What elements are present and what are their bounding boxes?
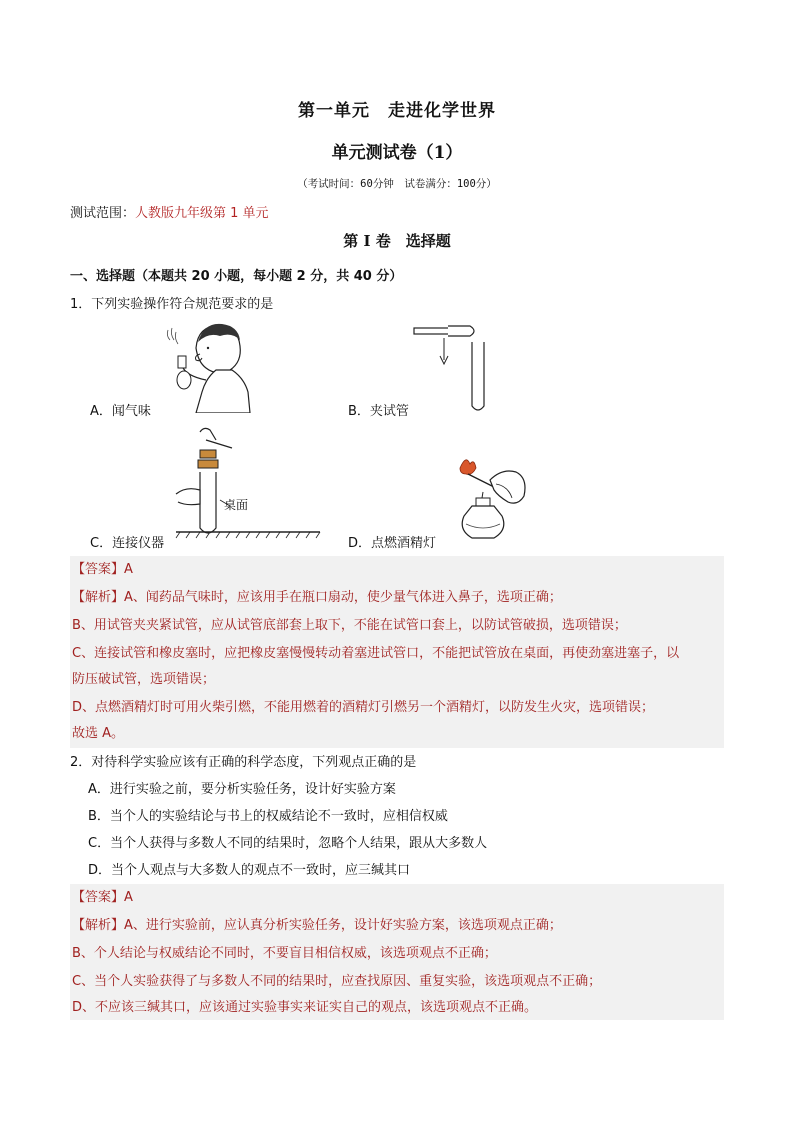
q1-analysis-line-5: D、点燃酒精灯时可用火柴引燃，不能用燃着的酒精灯引燃另一个酒精灯，以防发生火灾，选项错误； [72, 700, 655, 715]
q1-option-c: C．连接仪器 [90, 536, 165, 551]
q1-analysis-line-4: 防压破试管，选项错误； [72, 672, 216, 687]
scope-label: 测试范围： [70, 206, 136, 221]
q2-analysis-line-1: 【解析】A、进行实验前，应认真分析实验任务，设计好实验方案，该选项观点正确； [72, 918, 562, 933]
q1-answer-block [70, 556, 724, 748]
q2-analysis-tag: 【解析】 [72, 918, 125, 933]
q2-choice-d: D．当个人观点与大多数人的观点不一致时，应三缄其口 [88, 863, 411, 878]
q2-analysis-line-4: D、不应该三缄其口，应该通过实验事实来证实自己的观点，该选项观点不正确。 [72, 1000, 538, 1015]
exam-info: （考试时间：60分钟 试卷满分：100分） [297, 178, 497, 190]
connect-apparatus-figure [170, 424, 350, 546]
question-1-stem: 1．下列实验操作符合规范要求的是 [70, 297, 274, 312]
q2-analysis-line-3: C、当个人实验获得了与多数人不同的结果时，应查找原因、重复实验，该选项观点不正确； [72, 974, 602, 989]
tube-holder-figure [408, 322, 488, 414]
q1-analysis-line-3: C、连接试管和橡皮塞时，应把橡皮塞慢慢转动着塞进试管口，不能把试管放在桌面，再使劲塞进塞子，以 [72, 646, 680, 661]
q1-answer: 【答案】A [72, 562, 133, 577]
q2-choice-c: C．当个人获得与多数人不同的结果时，忽略个人结果，跟从大多数人 [88, 836, 488, 851]
part-label: 一、选择题（本题共 20 小题，每小题 2 分，共 40 分） [70, 269, 403, 284]
q2-choice-a: A．进行实验之前，要分析实验任务，设计好实验方案 [88, 782, 396, 797]
q1-analysis-line-2: B、用试管夹夹紧试管，应从试管底部套上取下，不能在试管口套上，以防试管破损，选项错误； [72, 618, 627, 633]
scope-value: 人教版九年级第 1 单元 [135, 206, 269, 221]
section-title: 第 I 卷 选择题 [343, 232, 451, 250]
q1-option-d: D．点燃酒精灯 [348, 536, 437, 551]
smell-figure [156, 318, 256, 413]
q1-option-a: A．闻气味 [90, 404, 151, 419]
q1-analysis-line-1: 【解析】A、闻药品气味时，应该用手在瓶口扇动，使少量气体进入鼻子，选项正确； [72, 590, 562, 605]
q1-analysis-tag: 【解析】 [72, 590, 125, 605]
unit-title: 第一单元 走进化学世界 [298, 101, 496, 121]
test-subtitle: 单元测试卷（1） [331, 143, 463, 163]
test-scope [70, 202, 269, 221]
q1-option-b: B．夹试管 [348, 404, 409, 419]
alcohol-lamp-figure [450, 454, 530, 546]
desk-label: 桌面 [224, 498, 249, 512]
question-2-stem: 2．对待科学实验应该有正确的科学态度，下列观点正确的是 [70, 755, 417, 770]
q2-analysis-line-2: B、个人结论与权威结论不同时，不要盲目相信权威，该选项观点不正确； [72, 946, 497, 961]
q2-choice-b: B．当个人的实验结论与书上的权威结论不一致时，应相信权威 [88, 809, 448, 824]
q1-analysis-line-6: 故选 A。 [72, 726, 125, 741]
q2-answer: 【答案】A [72, 890, 133, 905]
q2-answer-block [70, 884, 724, 1020]
